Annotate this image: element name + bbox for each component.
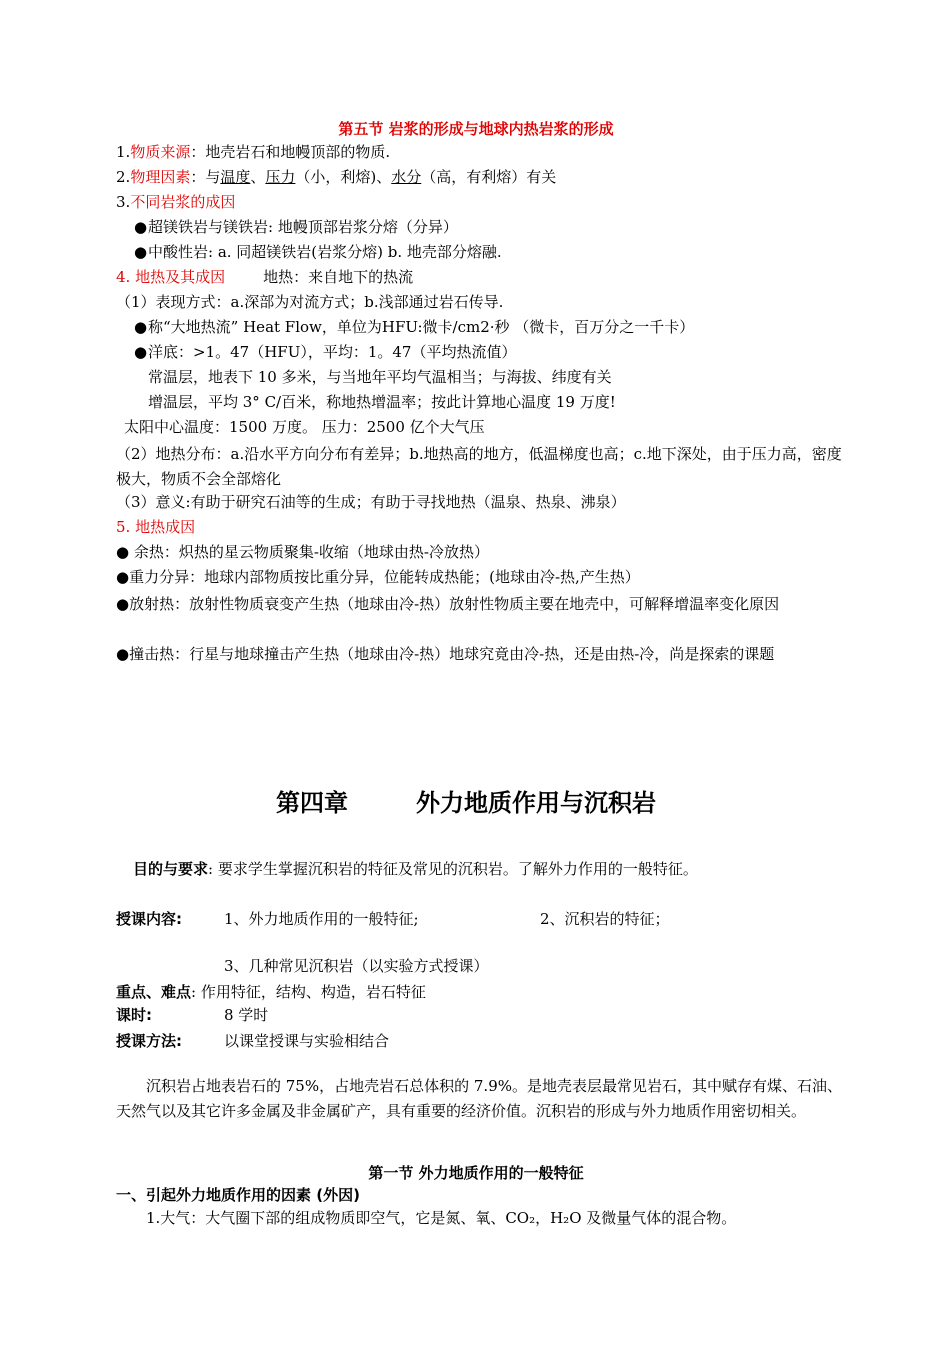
cause-radioactive: ●放射热：放射性物质衰变产生热（地球由冷-热）放射性物质主要在地壳中，可解释增温率变化原因	[116, 595, 780, 613]
item-1: 1.物质来源：地壳岩石和地幔顶部的物质.	[116, 143, 391, 161]
bullet-ultramafic: ●超镁铁岩与镁铁岩: 地幔顶部岩浆分熔（分异）	[134, 218, 458, 236]
hours-value: 8 学时	[224, 1006, 269, 1024]
bullet-icon: ●	[134, 243, 148, 261]
bullet-intermediate: ●中酸性岩: a. 同超镁铁岩(岩浆分熔) b. 地壳部分熔融.	[134, 243, 502, 261]
heading-1: 一、引起外力地质作用的因素 (外因)	[116, 1186, 360, 1204]
para-3: （3）意义:有助于研究石油等的生成；有助于寻找地热（温泉、热泉、沸泉）	[116, 493, 626, 511]
atmosphere: 1.大气：大气圈下部的组成物质即空气，它是氮、氧、CO₂，H₂O 及微量气体的混合物。	[146, 1209, 737, 1227]
constant-layer: 常温层，地表下 10 多米，与当地年平均气温相当；与海拔、纬度有关	[148, 368, 612, 386]
item-3: 3.不同岩浆的成因	[116, 193, 236, 211]
increasing-layer: 增温层，平均 3° C/百米，称地热增温率；按此计算地心温度 19 万度!	[148, 393, 616, 411]
cause-gravity: ●重力分异：地球内部物质按比重分异，位能转成热能；(地球由冷-热,产生热）	[116, 568, 640, 586]
method-value: 以课堂授课与实验相结合	[224, 1032, 390, 1050]
item-2-label: 物理因素	[130, 168, 191, 186]
bullet-icon: ●	[134, 318, 148, 336]
item-2: 2.物理因素：与温度、压力（小，利熔)、水分（高，有利熔）有关	[116, 168, 557, 186]
para-1: （1）表现方式：a.深部为对流方式；b.浅部通过岩石传导.	[116, 293, 504, 311]
section-1-title: 第一节 外力地质作用的一般特征	[368, 1164, 584, 1182]
item-1-label: 物质来源	[130, 143, 191, 161]
item-5: 5. 地热成因	[116, 518, 196, 536]
content-2: 2、沉积岩的特征；	[540, 910, 670, 928]
content-3: 3、几种常见沉积岩（以实验方式授课）	[224, 957, 489, 975]
para-2: （2）地热分布：a.沿水平方向分布有差异；b.地热高的地方，低温梯度也高；c.地下深处，由于压力高，密度极大，物质不会全部熔化	[116, 445, 842, 488]
content: 授课内容:	[116, 910, 182, 928]
sun-center: 太阳中心温度：1500 万度。 压力：2500 亿个大气压	[124, 418, 485, 436]
bullet-heat-flow: ●称“大地热流” Heat Flow，单位为HFU:微卡/cm2·秒 （微卡，百万分之一千卡）	[134, 318, 695, 336]
key-points: 重点、难点: 作用特征，结构、构造，岩石特征	[116, 983, 426, 1001]
cause-residual: ● 余热：炽热的星云物质聚集-收缩（地球由热-冷放热）	[116, 543, 489, 561]
chapter-title: 外力地质作用与沉积岩	[416, 789, 656, 817]
method: 授课方法:	[116, 1032, 182, 1050]
cause-impact: ●撞击热：行星与地球撞击产生热（地球由冷-热）地球究竟由冷-热，还是由热-冷，尚是探索的课题	[116, 645, 775, 663]
bullet-icon: ●	[134, 218, 148, 236]
hours: 课时:	[116, 1006, 152, 1024]
section-title: 第五节 岩浆的形成与地球内热岩浆的形成	[338, 120, 614, 138]
bullet-icon: ●	[134, 343, 148, 361]
bullet-ocean: ●洋底：>1。47（HFU），平均：1。47（平均热流值）	[134, 343, 517, 361]
intro-paragraph: 沉积岩占地表岩石的 75%，占地壳岩石总体积的 7.9%。是地壳表层最常见岩石，其中赋存有煤、石油、天然气以及其它许多金属及非金属矿产，具有重要的经济价值。沉积岩的形成与外力地质作用密切相关。	[116, 1077, 842, 1120]
chapter-number: 第四章	[276, 789, 348, 817]
goal: 目的与要求: 要求学生掌握沉积岩的特征及常见的沉积岩。了解外力作用的一般特征。	[133, 860, 698, 878]
item-4: 4. 地热及其成因 地热：来自地下的热流	[116, 268, 414, 286]
content-1: 1、外力地质作用的一般特征;	[224, 910, 419, 928]
